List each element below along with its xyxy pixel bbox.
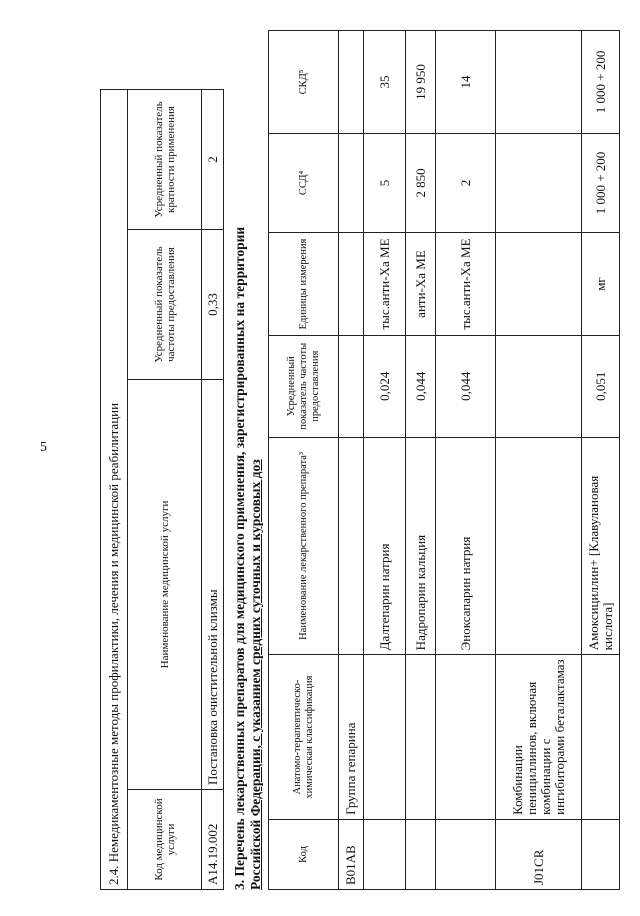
cell-frequency: 0,044	[406, 335, 436, 437]
cell-frequency: 0,044	[436, 335, 496, 437]
cell-frequency: 0,024	[364, 335, 406, 437]
cell-frequency: 0,33	[202, 230, 224, 380]
header-drug-name: Наименование лекарственного препарата³	[269, 437, 339, 655]
header-ssd: ССД⁴	[269, 133, 339, 232]
cell-skd	[339, 31, 364, 134]
header-frequency: Усредненный показатель частоты предоставления	[128, 230, 202, 380]
table-row	[582, 31, 620, 890]
header-multiplicity: Усредненный показатель кратности применения	[128, 89, 202, 229]
section-3-heading-line1: 3. Перечень лекарственных препаратов для медицинского применения, зарегистрированных на территории	[232, 226, 247, 890]
cell-skd	[496, 31, 582, 134]
cell-ssd: 2	[436, 133, 496, 232]
table-row	[202, 89, 224, 889]
table-row	[406, 31, 436, 890]
cell-units: тыс.анти-Ха МЕ	[364, 233, 406, 336]
cell-drug-name: Эноксапарин натрия	[436, 437, 496, 655]
cell-drug-name: Надропарин кальция	[406, 437, 436, 655]
cell-frequency	[496, 335, 582, 437]
cell-units: тыс.анти-Ха МЕ	[436, 233, 496, 336]
cell-code	[364, 819, 406, 889]
cell-ssd: 1 000 + 200	[582, 133, 620, 232]
table-row	[496, 31, 582, 890]
section-2-4-table	[100, 89, 224, 890]
cell-ssd	[496, 133, 582, 232]
cell-drug-name: Далтепарин натрия	[364, 437, 406, 655]
cell-ssd	[339, 133, 364, 232]
section-3-heading	[232, 30, 264, 890]
cell-code: B01AB	[339, 819, 364, 889]
header-code: Код	[269, 819, 339, 889]
header-skd: СКД⁵	[269, 31, 339, 134]
section-3-heading-line2: Российской Федерации, с указанием средних суточных и курсовых доз	[248, 459, 263, 890]
cell-frequency: 0,051	[582, 335, 620, 437]
cell-skd: 19 950	[406, 31, 436, 134]
rotated-page-content	[100, 30, 640, 890]
page-number: 5	[40, 440, 47, 455]
header-units: Единицы измерения	[269, 233, 339, 336]
cell-atc	[406, 655, 436, 820]
table-row	[364, 31, 406, 890]
section-2-4-title: 2.4. Немедикаментозные методы профилактики, лечения и медицинской реабилитации	[101, 89, 128, 889]
header-frequency: Усредненный показатель частоты предоставления	[269, 335, 339, 437]
cell-skd: 14	[436, 31, 496, 134]
cell-code	[406, 819, 436, 889]
cell-units: мг	[582, 233, 620, 336]
table-row	[339, 31, 364, 890]
cell-code: J01CR	[496, 819, 582, 889]
cell-ssd: 5	[364, 133, 406, 232]
cell-skd: 1 000 + 200	[582, 31, 620, 134]
cell-multiplicity: 2	[202, 89, 224, 229]
section-3-table	[268, 30, 620, 890]
cell-units: анти-Ха МЕ	[406, 233, 436, 336]
cell-code	[436, 819, 496, 889]
cell-drug-name	[339, 437, 364, 655]
cell-atc	[364, 655, 406, 820]
cell-ssd: 2 850	[406, 133, 436, 232]
cell-name: Постановка очистительной клизмы	[202, 380, 224, 790]
header-name: Наименование медицинской услуги	[128, 380, 202, 790]
cell-drug-name: Амоксициллин+ [Клавулановая кислота]	[582, 437, 620, 655]
cell-atc	[582, 655, 620, 820]
cell-code	[582, 819, 620, 889]
header-atc: Анатомо-терапевтическо-химическая классификация	[269, 655, 339, 820]
header-code: Код медицинской услуги	[128, 790, 202, 890]
cell-skd: 35	[364, 31, 406, 134]
cell-frequency	[339, 335, 364, 437]
cell-code: A14.19.002	[202, 790, 224, 890]
cell-atc: Комбинации пенициллинов, включая комбинации с ингибиторами беталактамаз	[496, 655, 582, 820]
cell-units	[339, 233, 364, 336]
cell-atc: Группа гепарина	[339, 655, 364, 820]
cell-units	[496, 233, 582, 336]
table-row	[436, 31, 496, 890]
cell-drug-name	[496, 437, 582, 655]
cell-atc	[436, 655, 496, 820]
